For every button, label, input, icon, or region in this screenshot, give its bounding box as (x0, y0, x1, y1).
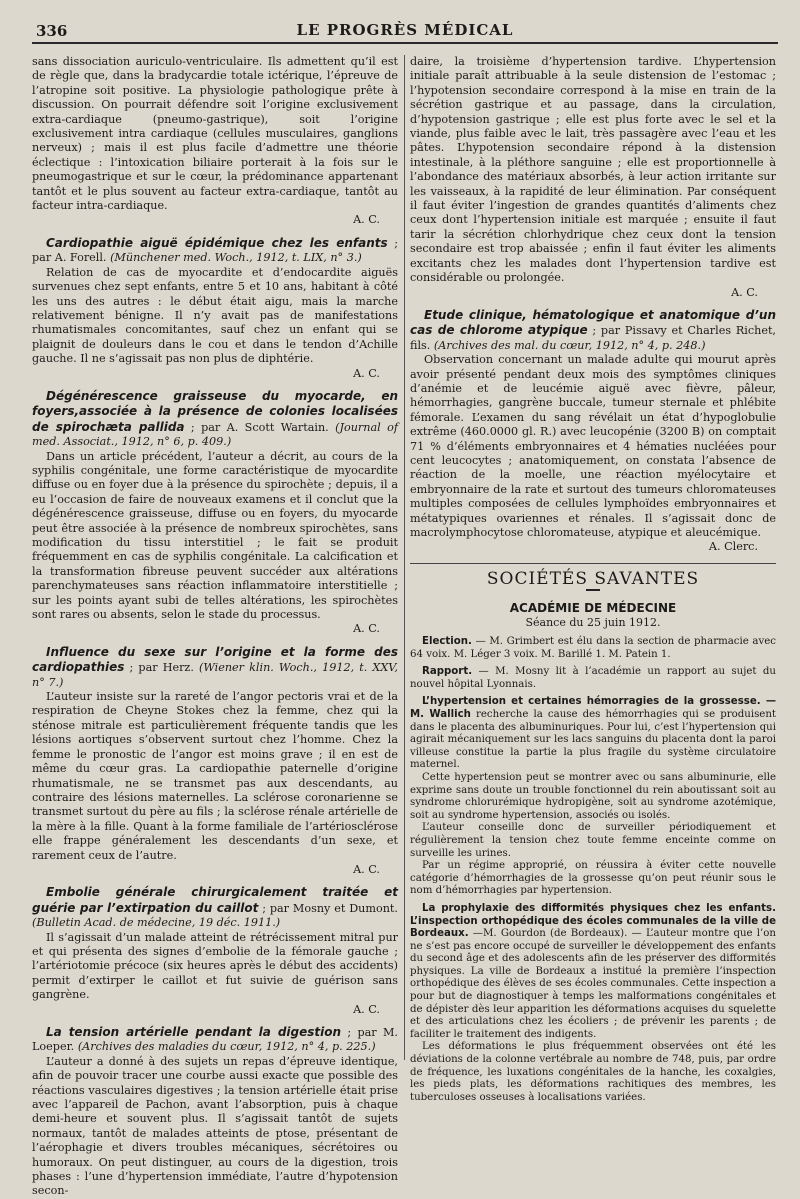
article-byline: ; par Herz. (124, 661, 199, 675)
article-title: Etude clinique, hématologique et anatomique d’un cas de chlorome atypique (410, 307, 776, 338)
paragraph-text: — M. Grimbert est élu dans la section de pharmacie avec 64 voix. M. Léger 3 voix. M. Barillé 1. M. Patein 1. (410, 636, 776, 660)
hypertension-paragraph: Cette hypertension peut se montrer avec ou sans albuminurie, elle exprime sans doute un trouble fonctionnel du rein aboutissant soit au syndrome chlorurémique hydropigène, soit au syndrome azotémique, soit au syndrome hypertension, associés ou isolés. (410, 771, 776, 821)
signature: A. C. (353, 862, 380, 876)
hypertension-paragraph: L’auteur conseille donc de surveiller périodiquement et régulièrement la tension chez toute femme enceinte comme on surveille les urines. (410, 822, 776, 859)
article-degenerescence (32, 389, 398, 637)
article-heading (32, 1025, 398, 1055)
article-byline: ; par Mosny et Dumont. (258, 901, 398, 915)
paragraph-lead: Rapport. (422, 666, 473, 678)
article-source: (Münchener med. Woch., 1912, t. LIX, n° 3.) (110, 251, 362, 265)
article-byline: ; par M. Loeper. (32, 1026, 398, 1054)
signature: A. C. (731, 285, 758, 299)
running-header (32, 20, 778, 44)
article-heading (32, 885, 398, 930)
signature: A. C. (353, 213, 380, 227)
signature: A. C. (353, 366, 380, 380)
intro-paragraph: sans dissociation auriculo-ventriculaire. Ils admettent qu’il est de règle que, dans la bradycardie totale ictérique, l’épreuve de l’atropine soit positive. La physiologie pathologique prête à discussion. On pourrait défendre soit l’origine exclusivement extra-cardiaque (pneumo-gastrique), soit l’origine exclusivement intra cardiaque (cellules musculaires, ganglions nerveux) ; mais il est plus facile d’admettre une théorie éclectique : l’intoxication biliaire porterait à la fois sur le pneumogastrique et sur le cœur, la prédominance appartenant tantôt et le plus souvent au facteur extra-cardiaque, tantôt au facteur intra-cardiaque. (32, 55, 398, 213)
session-date: Séance du 25 juin 1912. (525, 615, 661, 629)
article-heading (410, 308, 776, 353)
hypertension-paragraph: Par un régime approprié, on réussira à éviter cette nouvelle catégorie d’hémorrhagies de la grossesse qu’on peut réunir sous le nom d’hémorrhagies par hypertension. (410, 860, 776, 897)
article-source: (Archives des mal. du cœur, 1912, n° 4, p. 248.) (433, 338, 706, 352)
article-chlorome (410, 308, 776, 555)
article-body: Observation concernant un malade adulte qui mourut après avoir présenté pendant deux mois des symptômes cliniques d’anémie et de leucémie aiguë avec fièvre, pâleur, hémorrhagies, gangrène buccale, tumeur sternale et phlébite fémorale. L’examen du sang révélait un état d’hypoglobulie extrême (460.0000 gl. R.) avec leucopénie (3200 B) on comptait 71 % d’éléments embryonnaires et 4 hématies nucléées pour cent leucocytes ; anatomiquement, on constata l’absence de réaction de la moelle, une réaction myélocytaire et embryonnaire de la rate et surtout des tumeurs chloromateuses multiples composées de cellules lymphoïdes embryonnaires et métatypiques ovariennes et rénales. Il s’agissait donc de macrolymphocytose chloromateuse, atypique et aleucémique. (410, 353, 776, 539)
article-embolie (32, 885, 398, 1017)
article-body: L’auteur insiste sur la rareté de l’angor pectoris vrai et de la respiration de Cheyne Stokes chez la femme, chez qui la sténose mitrale est particulièrement fréquente tandis que les lésions aortiques s’observent surtout chez l’homme. Chez la femme le pronostic de l’angor est moins grave ; il en est de même du cœur gras. La cardiopathie paternelle d’origine rhumatismale, ne se transmet pas aux descendants, au contraire des lésions maternelles. La sclérose coronarienne se transmet surtout du père au fils ; la sclérose rénale artérielle de la mère à la fille. Quant à la forme familiale de l’artériosclérose elle frappe généralement les descendants d’un sexe, et rarement ceux de l’autre. (32, 690, 398, 862)
article-source: (Journal of med. Associat., 1912, n° 6, p. 409.) (32, 420, 398, 449)
article-body: Relation de cas de myocardite et d’endocardite aiguës survenues chez sept enfants, entre 5 et 10 ans, habitant à côté les uns des autres : le début était aigu, mais la marche relativement bénigne. Il n’y avait pas de manifestations rhumatismales concomitantes, sauf chez un enfant qui se plaignit de douleurs dans le cou et dans le tendon d’Achille gauche. Il ne s’agissait pas non plus de diphtérie. (32, 265, 398, 366)
article-byline: ; par A. Forell. (32, 236, 398, 265)
signature: A. C. (353, 622, 380, 636)
article-source: (Bulletin Acad. de médecine, 19 déc. 1911.) (32, 916, 281, 930)
paragraph-text: —M. Gourdon (de Bordeaux). — L’auteur montre que l’on ne s’est pas encore occupé de surveiller le développement des enfants du second âge et des adolescents afin de les préserver des difformités physiques. La ville de Bordeaux a institué la première l’inspection orthopédique des élèves de ses écoles communales. Cette inspection a pour but de diagnostiquer à temps les malformations congénitales et de dépister dès leur apparition les déformations acquises du squelette et des articulations chez les écoliers ; de prévenir les parents ; de faciliter le traitement des indigents. (410, 928, 776, 1040)
signature: A. Clerc. (708, 540, 758, 554)
prophylaxie-paragraph: Les déformations le plus fréquemment observées ont été les déviations de la colonne vertébrale au nombre de 748, puis, par ordre de fréquence, les luxations congénitales de la hanche, les coxalgies, les pieds plats, les déformations rachitiques des membres, les tuberculoses osseuses à localisations variées. (410, 1041, 776, 1103)
academy-report (410, 636, 776, 1104)
article-title: La tension artérielle pendant la digestion (46, 1025, 342, 1039)
article-body: Dans un article précédent, l’auteur a décrit, au cours de la syphilis congénitale, une forme caractéristique de myocardite diffuse ou en foyer due à la présence du spirochète ; depuis, il a eu l’occasion de faire de nouveaux examens et il conclut que la dégénérescence graisseuse, diffuse ou en foyers, du myocarde peut être associée à la présence de nombreux spirochètes, sans modification du tissu interstitiel ; le fait se produit fréquemment en cas de syphilis congénitale. La calcification et la transformation fibreuse peuvent succéder aux altérations parenchymateuses sans réaction inflammatoire interstitielle ; sur les points ayant subi de telles altérations, les spirochètes sont rares ou absents, selon le stade du processus. (32, 449, 398, 622)
article-source: (Wiener klin. Woch., 1912, t. XXV, n° 7.) (32, 661, 398, 689)
article-title: Influence du sexe sur l’origine et la forme des cardiopathies (32, 644, 398, 675)
divider (586, 589, 600, 591)
paragraph-lead: La prophylaxie des difformités physiques chez les enfants. L’inspection orthopédique des écoles communales de la ville de Bordeaux. (410, 902, 776, 940)
right-column (410, 55, 776, 1104)
prophylaxie-paragraph (410, 903, 776, 1042)
article-cardiopathie (32, 236, 398, 381)
column-divider (404, 55, 405, 1060)
election-paragraph (410, 636, 776, 661)
article-tension-digestion (32, 1025, 398, 1199)
article-byline: ; par A. Scott Wartain. (184, 420, 336, 434)
paragraph-text: recherche la cause des hémorrhagies qui se produisent dans le placenta des albuminuriques. Pour lui, c’est l’hypertension qui agirait mécaniquement sur les lacs sanguins du placenta dont la paroi villeuse constitue la partie la plus fragile du système circulatoire maternel. (410, 709, 776, 771)
article-heading (32, 236, 398, 266)
article-title: Dégénérescence graisseuse du myocarde, en foyers,associée à la présence de colonies localisées de spirochæta pallida (32, 388, 398, 434)
article-source: (Archives des maladies du cœur, 1912, n° 4, p. 225.) (77, 1040, 376, 1054)
hypertension-paragraph (410, 696, 776, 772)
signature: A. C. (353, 1002, 380, 1016)
paragraph-lead: L’hypertension et certaines hémorragies de la grossesse. (422, 696, 761, 708)
article-title: Cardiopathie aiguë épidémique chez les enfants (46, 235, 388, 250)
article-influence-sexe (32, 645, 398, 878)
article-heading (32, 645, 398, 690)
article-heading (32, 389, 398, 450)
section-title: SOCIÉTÉS SAVANTES (410, 563, 776, 586)
rapport-paragraph (410, 666, 776, 691)
subsection-title: ACADÉMIE DE MÉDECINE (509, 601, 677, 616)
left-column (32, 55, 398, 1199)
paragraph-lead: Election. (422, 636, 472, 648)
article-body: L’auteur a donné à des sujets un repas d’épreuve identique, afin de pouvoir tracer une courbe aussi exacte que possible des réactions vasculaires digestives ; la tension artérielle était prise avec l’appareil de Pachon, avant l’absorption, puis à chaque demi-heure et souvent plus. Il s’agissait tantôt de sujets normaux, tantôt de malades atteints de ptose, présentant de l’aérophagie et divers troubles mécaniques, sécrétoires ou humoraux. On peut distinguer, au cours de la digestion, trois phases : l’une d’hypertension immédiate, l’autre d’hypotension secon- (32, 1054, 398, 1198)
continuation-paragraph: daire, la troisième d’hypertension tardive. L’hypertension initiale paraît attribuable à la seule distension de l’estomac ; l’hypotension secondaire correspond à la mise en train de la sécrétion gastrique et au passage, dans la circulation, d’hypotension gastrique ; elle est plus forte avec le sel et la viande, plus faible avec le lait, très passagère avec l’eau et les pâtes. L’hypotension secondaire répond à la distension intestinale, à la pléthore sanguine ; elle est proportionnelle à l’abondance des matériaux absorbés, à leur action irritante sur les vaisseaux, à la rapidité de leur élimination. Par conséquent il faut éviter l’ingestion de grandes quantités d’aliments chez ceux dont l’hypertension initiale est marquée ; ensuite il faut tarir la sécrétion chlorhydrique chez ceux dont la tension secondaire est trop abaissée ; enfin il faut éviter les aliments excitants chez les malades dont l’hypertension tardive est considérable ou prolongée. (410, 55, 776, 285)
journal-title: LE PROGRÈS MÉDICAL (296, 21, 514, 39)
article-body: Il s’agissait d’un malade atteint de rétrécissement mitral pur et qui présenta des signes d’embolie de la fémorale gauche ; l’artériotomie précoce (six heures après le début des accidents) permit d’extirper le caillot et fut suivie de guérison sans gangrène. (32, 930, 398, 1002)
paragraph-author: — M. Wallich (410, 696, 777, 720)
article-title: Embolie générale chirurgicalement traitée et guérie par l’extirpation du caillot (32, 885, 398, 915)
article-byline: ; par Pissavy et Charles Richet, fils. (410, 324, 776, 352)
page-number: 336 (36, 22, 68, 40)
paragraph-text: — M. Mosny lit à l’académie un rapport au sujet du nouvel hôpital Lyonnais. (410, 666, 776, 690)
